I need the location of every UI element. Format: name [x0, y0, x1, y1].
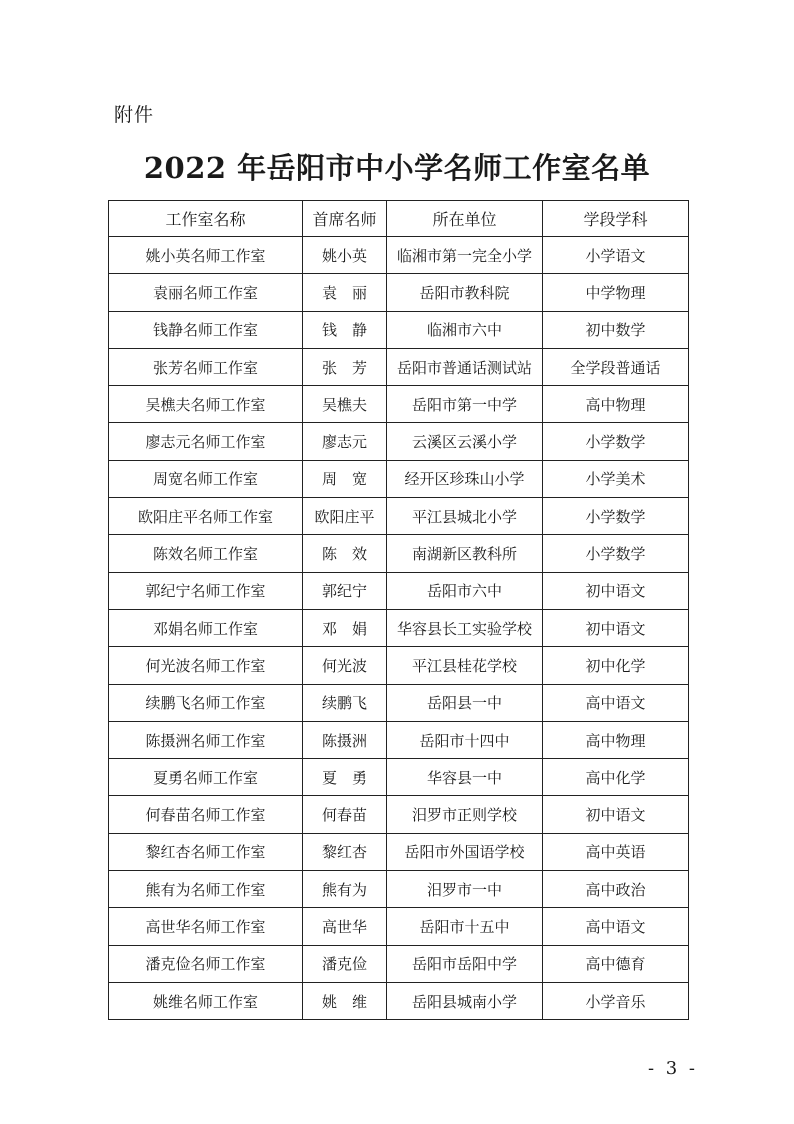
unit-cell: 岳阳市外国语学校: [387, 833, 543, 870]
studio-name-cell: 郭纪宁名师工作室: [109, 572, 303, 609]
chief-teacher-cell: 何光波: [303, 647, 387, 684]
unit-cell: 南湖新区教科所: [387, 535, 543, 572]
unit-cell: 华容县长工实验学校: [387, 609, 543, 646]
table-row: [109, 833, 689, 870]
unit-cell: 云溪区云溪小学: [387, 423, 543, 460]
chief-teacher-cell: 邓 娟: [303, 609, 387, 646]
column-header-subject: 学段学科: [543, 201, 689, 237]
page-number: - 3 -: [647, 1058, 698, 1079]
studio-name-cell: 潘克俭名师工作室: [109, 945, 303, 982]
chief-teacher-cell: 陈摄洲: [303, 721, 387, 758]
subject-cell: 初中语文: [543, 796, 689, 833]
studio-name-cell: 邓娟名师工作室: [109, 609, 303, 646]
subject-cell: 高中物理: [543, 386, 689, 423]
chief-teacher-cell: 袁 丽: [303, 274, 387, 311]
attachment-label: 附件: [114, 104, 155, 126]
unit-cell: 岳阳市普通话测试站: [387, 348, 543, 385]
studio-name-cell: 黎红杏名师工作室: [109, 833, 303, 870]
unit-cell: 华容县一中: [387, 759, 543, 796]
studio-name-cell: 续鹏飞名师工作室: [109, 684, 303, 721]
unit-cell: 岳阳县城南小学: [387, 982, 543, 1019]
chief-teacher-cell: 张 芳: [303, 348, 387, 385]
subject-cell: 高中物理: [543, 721, 689, 758]
studio-name-cell: 廖志元名师工作室: [109, 423, 303, 460]
chief-teacher-cell: 潘克俭: [303, 945, 387, 982]
table-row: [109, 423, 689, 460]
chief-teacher-cell: 何春苗: [303, 796, 387, 833]
subject-cell: 初中语文: [543, 572, 689, 609]
table-row: [109, 274, 689, 311]
studio-name-cell: 钱静名师工作室: [109, 311, 303, 348]
unit-cell: 岳阳市六中: [387, 572, 543, 609]
studio-name-cell: 周宽名师工作室: [109, 460, 303, 497]
chief-teacher-cell: 高世华: [303, 908, 387, 945]
subject-cell: 初中数学: [543, 311, 689, 348]
subject-cell: 中学物理: [543, 274, 689, 311]
table-body: [109, 237, 689, 1020]
studio-name-cell: 张芳名师工作室: [109, 348, 303, 385]
table-row: [109, 647, 689, 684]
studio-name-cell: 吴樵夫名师工作室: [109, 386, 303, 423]
column-header-studio-name: 工作室名称: [109, 201, 303, 237]
unit-cell: 临湘市六中: [387, 311, 543, 348]
chief-teacher-cell: 郭纪宁: [303, 572, 387, 609]
unit-cell: 岳阳县一中: [387, 684, 543, 721]
table-row: [109, 348, 689, 385]
subject-cell: 高中化学: [543, 759, 689, 796]
subject-cell: 全学段普通话: [543, 348, 689, 385]
unit-cell: 岳阳市十五中: [387, 908, 543, 945]
table-row: [109, 908, 689, 945]
table-row: [109, 498, 689, 535]
table-row: [109, 572, 689, 609]
subject-cell: 高中德育: [543, 945, 689, 982]
studio-name-cell: 何光波名师工作室: [109, 647, 303, 684]
table-row: [109, 684, 689, 721]
chief-teacher-cell: 姚 维: [303, 982, 387, 1019]
table-row: [109, 796, 689, 833]
chief-teacher-cell: 熊有为: [303, 871, 387, 908]
table-row: [109, 460, 689, 497]
table-row: [109, 386, 689, 423]
document-title: 2022 年岳阳市中小学名师工作室名单: [143, 151, 651, 185]
unit-cell: 临湘市第一完全小学: [387, 237, 543, 274]
studio-name-cell: 姚小英名师工作室: [109, 237, 303, 274]
chief-teacher-cell: 姚小英: [303, 237, 387, 274]
unit-cell: 经开区珍珠山小学: [387, 460, 543, 497]
unit-cell: 岳阳市第一中学: [387, 386, 543, 423]
studio-name-cell: 熊有为名师工作室: [109, 871, 303, 908]
subject-cell: 初中语文: [543, 609, 689, 646]
subject-cell: 小学数学: [543, 535, 689, 572]
unit-cell: 平江县桂花学校: [387, 647, 543, 684]
studio-name-cell: 陈摄洲名师工作室: [109, 721, 303, 758]
unit-cell: 岳阳市教科院: [387, 274, 543, 311]
table-row: [109, 759, 689, 796]
header-row: [109, 201, 689, 237]
unit-cell: 汨罗市一中: [387, 871, 543, 908]
studio-name-cell: 袁丽名师工作室: [109, 274, 303, 311]
unit-cell: 汨罗市正则学校: [387, 796, 543, 833]
unit-cell: 岳阳市十四中: [387, 721, 543, 758]
chief-teacher-cell: 周 宽: [303, 460, 387, 497]
chief-teacher-cell: 钱 静: [303, 311, 387, 348]
studio-roster-table: [108, 200, 689, 1020]
unit-cell: 岳阳市岳阳中学: [387, 945, 543, 982]
chief-teacher-cell: 黎红杏: [303, 833, 387, 870]
chief-teacher-cell: 续鹏飞: [303, 684, 387, 721]
subject-cell: 高中政治: [543, 871, 689, 908]
table-row: [109, 609, 689, 646]
studio-name-cell: 高世华名师工作室: [109, 908, 303, 945]
subject-cell: 小学美术: [543, 460, 689, 497]
studio-name-cell: 陈效名师工作室: [109, 535, 303, 572]
subject-cell: 小学语文: [543, 237, 689, 274]
subject-cell: 高中英语: [543, 833, 689, 870]
subject-cell: 小学数学: [543, 498, 689, 535]
table-row: [109, 982, 689, 1019]
table-header: [109, 201, 689, 237]
table-row: [109, 871, 689, 908]
unit-cell: 平江县城北小学: [387, 498, 543, 535]
chief-teacher-cell: 夏 勇: [303, 759, 387, 796]
table-row: [109, 311, 689, 348]
studio-name-cell: 夏勇名师工作室: [109, 759, 303, 796]
table-row: [109, 237, 689, 274]
studio-name-cell: 欧阳庄平名师工作室: [109, 498, 303, 535]
chief-teacher-cell: 欧阳庄平: [303, 498, 387, 535]
subject-cell: 高中语文: [543, 684, 689, 721]
table-row: [109, 721, 689, 758]
subject-cell: 小学音乐: [543, 982, 689, 1019]
subject-cell: 初中化学: [543, 647, 689, 684]
studio-name-cell: 何春苗名师工作室: [109, 796, 303, 833]
column-header-chief-teacher: 首席名师: [303, 201, 387, 237]
chief-teacher-cell: 廖志元: [303, 423, 387, 460]
chief-teacher-cell: 吴樵夫: [303, 386, 387, 423]
subject-cell: 小学数学: [543, 423, 689, 460]
chief-teacher-cell: 陈 效: [303, 535, 387, 572]
column-header-unit: 所在单位: [387, 201, 543, 237]
studio-name-cell: 姚维名师工作室: [109, 982, 303, 1019]
subject-cell: 高中语文: [543, 908, 689, 945]
table-row: [109, 535, 689, 572]
table-row: [109, 945, 689, 982]
